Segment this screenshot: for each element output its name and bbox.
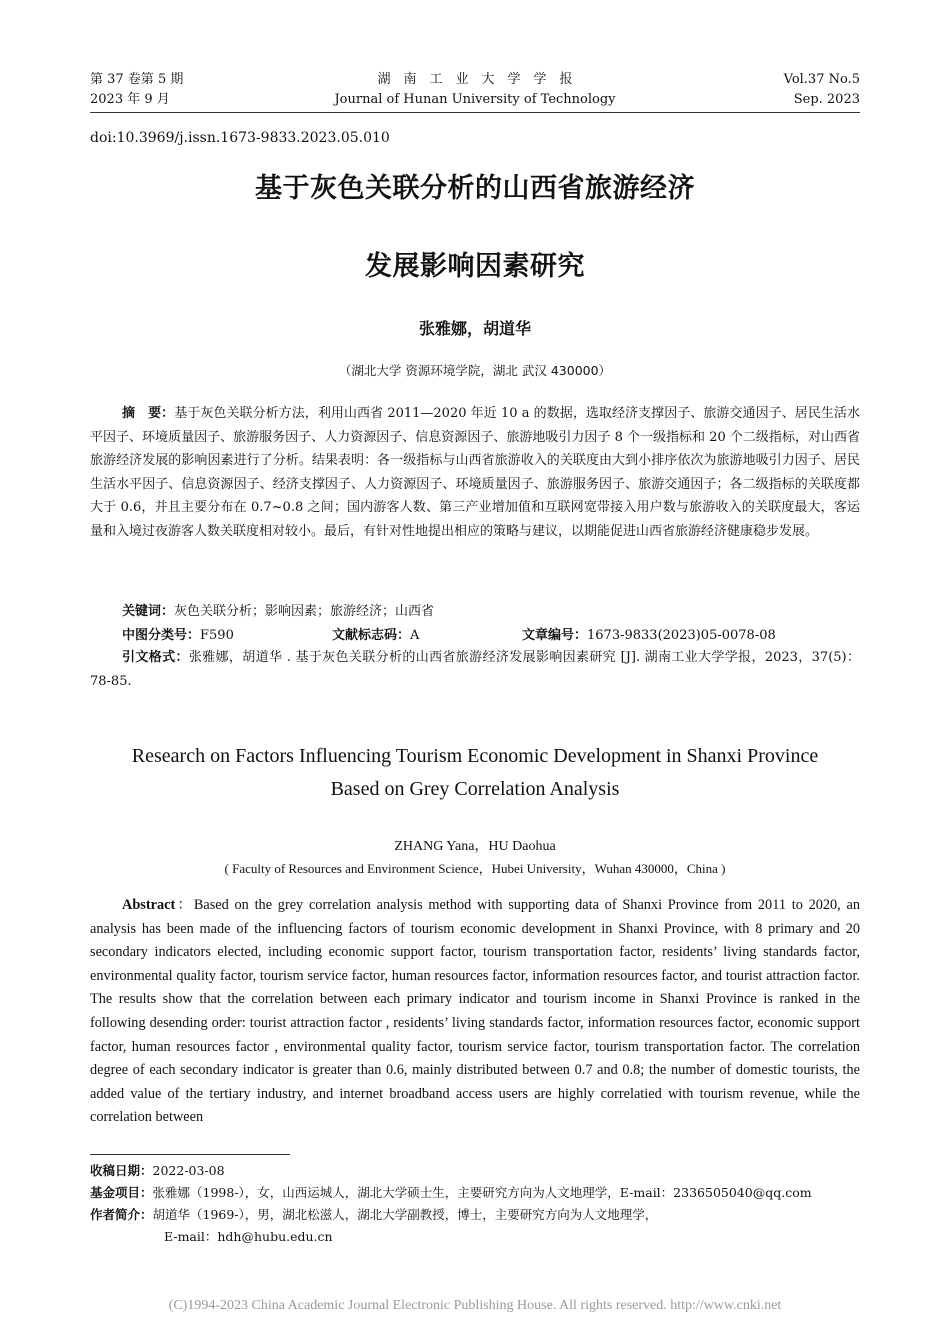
header-rule (90, 112, 860, 113)
abstract-en-text: ：Based on the grey correlation analysis method with supporting data of Shanxi Province from 2011 to 2020, an analysis has been made of the influencing factors of tourism economic development in Shanxi Province, with 8 primary and 20 secondary indicators elected, including economic support factor, tourism transportation factor, residents’ living standards factor, environmental quality factor, tourism service factor, human resources factor, information resources factor, and tourist attraction factor. The results show that the correlation between each primary indicator and tourism income in Shanxi Province is ranked in the following desending order: tourist attraction factor , residents’ living standards factor, information resources factor, economic support factor, human resources factor , environmental quality factor, tourism service factor, tourism transportation factor. The correlation degree of each secondary indicator is greater than 0.6, mainly distributed between 0.7 and 0.8; the number of domestic tourists, the added value of the tertiary industry, and internet broadband access users are highly correlatied with tourism revenue, while the correlation between (90, 897, 860, 1126)
citation (90, 646, 860, 693)
clc-value: F590 (200, 628, 234, 643)
fund-value: 张雅娜（1998-），女，山西运城人，湖北大学硕士生，主要研究方向为人文地理学，E-mail：2336505040@qq.com (152, 1185, 812, 1200)
doi[interactable]: doi:10.3969/j.issn.1673-9833.2023.05.010 (90, 130, 390, 146)
fund-label: 基金项目： (90, 1185, 153, 1200)
footnote-fund (90, 1185, 812, 1201)
article-number (522, 624, 776, 643)
received-label: 收稿日期： (90, 1163, 153, 1178)
affiliation-cn: （湖北大学 资源环境学院，湖北 武汉 430000） (338, 363, 612, 378)
authors-cn: 张雅娜，胡道华 (418, 319, 531, 338)
received-value: 2022-03-08 (152, 1163, 225, 1178)
title-en-line2: Based on Grey Correlation Analysis (330, 778, 620, 800)
citation-text: 张雅娜，胡道华 . 基于灰色关联分析的山西省旅游经济发展影响因素研究 [J]. 湖南工业大学学报，2023，37(5)：78-85. (90, 650, 860, 689)
abstract-cn (90, 402, 860, 543)
footnote-received (90, 1163, 225, 1179)
doc-value: A (410, 628, 420, 643)
keywords-cn-text: 灰色关联分析；影响因素；旅游经济；山西省 (174, 604, 435, 619)
title-en-line1: Research on Factors Influencing Tourism Economic Development in Shanxi Province (131, 745, 819, 767)
abstract-en-label: Abstract (122, 897, 176, 913)
journal-name-en: Journal of Hunan University of Technology (334, 92, 616, 107)
footnote-author (90, 1207, 657, 1223)
title-cn-line1: 基于灰色关联分析的山西省旅游经济 (255, 173, 695, 204)
volume-issue-en: Vol.37 No.5 (783, 72, 860, 87)
copyright-footer: (C)1994-2023 China Academic Journal Electronic Publishing House. All rights reserved. http://www.cnki.net (168, 1298, 782, 1313)
affiliation-en: ( Faculty of Resources and Environment Science，Hubei University，Wuhan 430000，China ) (224, 861, 726, 876)
clc-number (122, 624, 234, 643)
date-en: Sep. 2023 (793, 92, 860, 107)
author-value: 胡道华（1969-），男，湖北松滋人，湖北大学副教授，博士，主要研究方向为人文地理学， (152, 1207, 658, 1222)
doc-label: 文献标志码： (332, 628, 411, 643)
volume-issue-cn: 第 37 卷第 5 期 (90, 72, 184, 87)
citation-label: 引文格式： (122, 650, 189, 665)
clc-label: 中图分类号： (122, 628, 201, 643)
authors-en: ZHANG Yana，HU Daohua (394, 839, 556, 854)
date-cn: 2023 年 9 月 (90, 92, 170, 107)
title-cn-line2: 发展影响因素研究 (365, 251, 585, 282)
abstract-cn-label: 摘 要： (122, 406, 175, 421)
article-label: 文章编号： (522, 628, 588, 643)
keywords-cn-label: 关键词： (122, 604, 175, 619)
footnote-author-email[interactable]: E-mail：hdh@hubu.edu.cn (164, 1229, 333, 1244)
abstract-en (90, 894, 860, 1130)
document-code (332, 624, 419, 643)
keywords-cn (122, 600, 434, 619)
journal-name-cn: 湖 南 工 业 大 学 学 报 (377, 72, 573, 87)
abstract-cn-text: 基于灰色关联分析方法，利用山西省 2011—2020 年近 10 a 的数据，选取经济支撑因子、旅游交通因子、居民生活水平因子、环境质量因子、旅游服务因子、人力资源因子、信息资源因子、旅游地吸引力因子 8 个一级指标和 20 个二级指标，对山西省旅游经济发展的影响因素进行了分析。结果表明：各一级指标与山西省旅游收入的关联度由大到小排序依次为旅游地吸引力因子、居民生活水平因子、信息资源因子、经济支撑因子、人力资源因子、环境质量因子、旅游服务因子、旅游交通因子；各二级指标的关联度都大于 0.6，并且主要分布在 0.7~0.8 之间；国内游客人数、第三产业增加值和互联网宽带接入用户数与旅游收入的关联度最大，客运量和入境过夜游客人数关联度相对较小。最后，有针对性地提出相应的策略与建议，以期能促进山西省旅游经济健康稳步发展。 (90, 406, 860, 539)
footnote-rule (90, 1154, 290, 1155)
article-value: 1673-9833(2023)05-0078-08 (587, 628, 776, 643)
author-label: 作者简介： (90, 1207, 153, 1222)
